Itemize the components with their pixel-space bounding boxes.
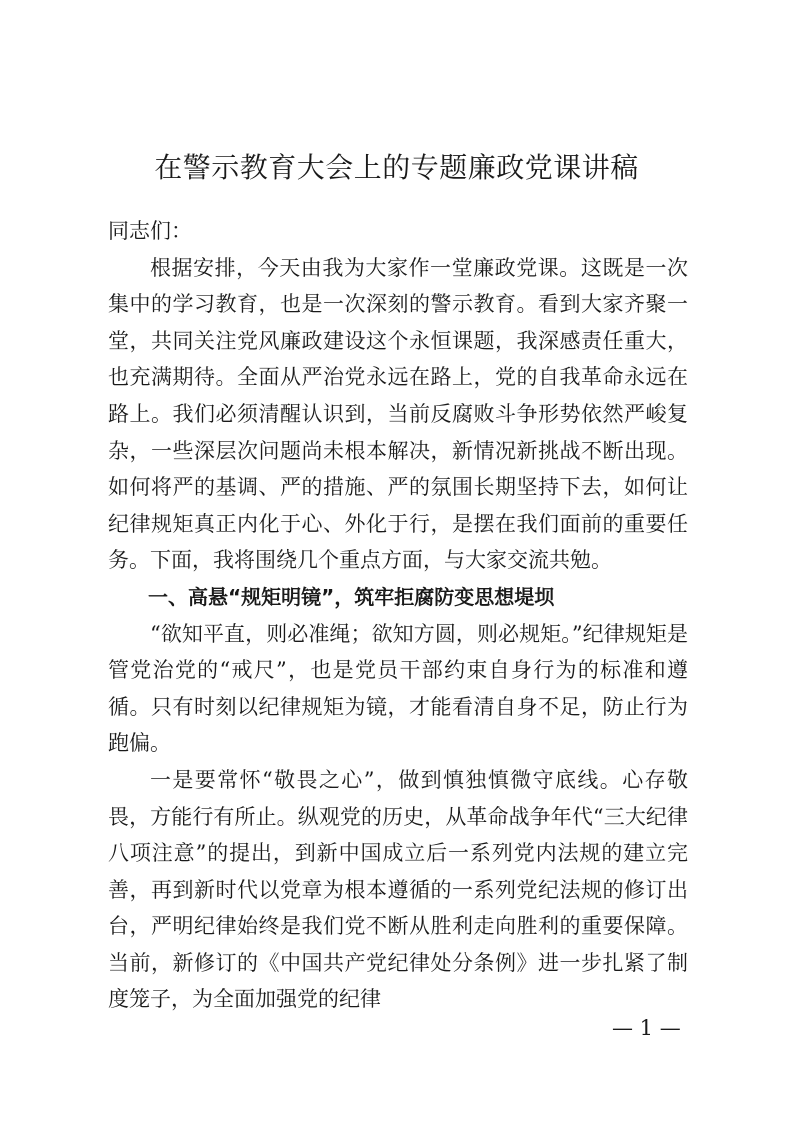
intro-paragraph: 根据安排，今天由我为大家作一堂廉政党课。这既是一次集中的学习教育，也是一次深刻的警示教育。看到大家齐聚一堂，共同关注党风廉政建设这个永恒课题，我深感责任重大，也充满期待。全面从严治党永远在路上，党的自我革命永远在路上。我们必须清醒认识到，当前反腐败斗争形势依然严峻复杂，一些深层次问题尚未根本解决，新情况新挑战不断出现。如何将严的基调、严的措施、严的氛围长期坚持下去，如何让纪律规矩真正内化于心、外化于行，是摆在我们面前的重要任务。下面，我将围绕几个重点方面，与大家交流共勉。 — [108, 255, 688, 573]
document-title: 在警示教育大会上的专题廉政党课讲稿 — [154, 151, 639, 184]
body-paragraph: “欲知平直，则必准绳；欲知方圆，则必规矩。”纪律规矩是管党治党的“戒尺”，也是党员干部约束自身行为的标准和遵循。只有时刻以纪律规矩为镜，才能看清自身不足，防止行为跑偏。 — [108, 621, 688, 756]
salutation: 同志们： — [108, 219, 192, 243]
body-paragraph: 一是要常怀“敬畏之心”，做到慎独慎微守底线。心存敬畏，方能行有所止。纵观党的历史，从革命战争年代“三大纪律八项注意”的提出，到新中国成立后一系列党内法规的建立完善，再到新时代以党章为根本遵循的一系列党纪法规的修订出台，严明纪律始终是我们党不断从胜利走向胜利的重要保障。当前，新修订的《中国共产党纪律处分条例》进一步扎紧了制度笼子，为全面加强党的纪律 — [108, 767, 688, 1012]
section-heading: 一、高悬“规矩明镜”，筑牢拒腐防变思想堤坝 — [148, 584, 555, 609]
document-body — [108, 213, 688, 1018]
page-number: — 1 — — [612, 1016, 681, 1040]
